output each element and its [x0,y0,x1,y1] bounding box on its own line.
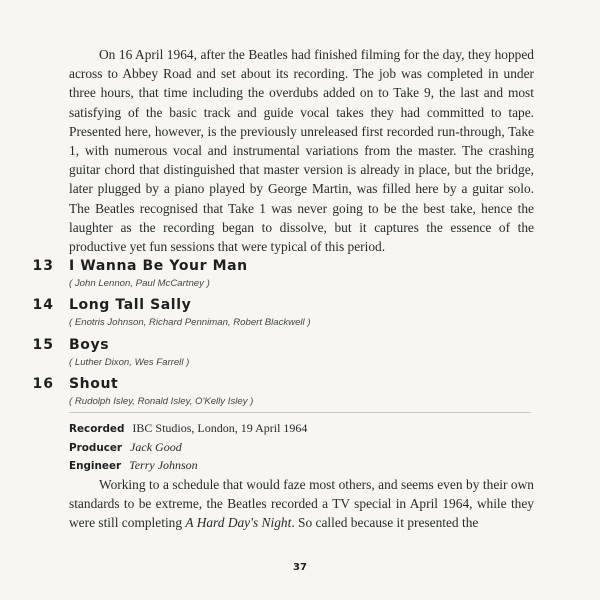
track-title: I Wanna Be Your Man [69,258,248,274]
track-number: 14 [32,297,54,313]
producer-line [69,440,307,459]
paragraph-text: . So called because it presented the [291,515,479,531]
track-songwriters: ( Luther Dixon, Wes Farrell ) [69,357,190,368]
body-paragraph-tv-special [69,475,534,533]
track-number: 15 [32,337,54,353]
engineer-line [69,458,307,477]
section-divider [69,412,531,413]
track-songwriters: ( John Lennon, Paul McCartney ) [69,278,210,289]
track-number: 13 [32,258,54,274]
recorded-label: Recorded [69,423,125,435]
paragraph-text: Working to a schedule that would faze most others, and seems even by their own standards to be extreme, the Beatles recorded a TV special in April 1964, while they were still completing [69,477,534,531]
track-title: Boys [69,337,110,353]
engineer-value: Terry Johnson [129,458,198,472]
session-credits [69,421,307,477]
track-title: Shout [69,376,119,392]
album-title: A Hard Day's Night [185,515,292,531]
track-songwriters: ( Enotris Johnson, Richard Penniman, Robert Blackwell ) [69,317,311,328]
recorded-line [69,421,307,440]
track-songwriters: ( Rudolph Isley, Ronald Isley, O'Kelly Isley ) [69,396,254,407]
track-number: 16 [32,376,54,392]
recorded-value: IBC Studios, London, 19 April 1964 [132,421,308,435]
engineer-label: Engineer [69,460,122,472]
body-paragraph-take1: On 16 April 1964, after the Beatles had finished filming for the day, they hopped across to Abbey Road and set about its recording. The job was completed in under three hours, that time including the overdubs added on to Take 9, the last and most satisfying of the basic track and guide vocal takes they had committed to tape. Presented here, however, is the previously unreleased first recorded run-through, Take 1, with numerous vocal and instrumental variations from the master. The crashing guitar chord that distinguished that master version is already in place, but the bridge, later plugged by a piano played by George Martin, was filled here by a guitar solo. The Beatles recognised that Take 1 was never going to be the best take, hence the laughter as the recording began to dissolve, but it captures the essence of the productive yet fun sessions that were typical of this period. [69,47,534,255]
producer-value: Jack Good [130,439,182,454]
track-title: Long Tall Sally [69,297,192,313]
page-number: 37 [293,562,307,573]
producer-label: Producer [69,441,123,454]
